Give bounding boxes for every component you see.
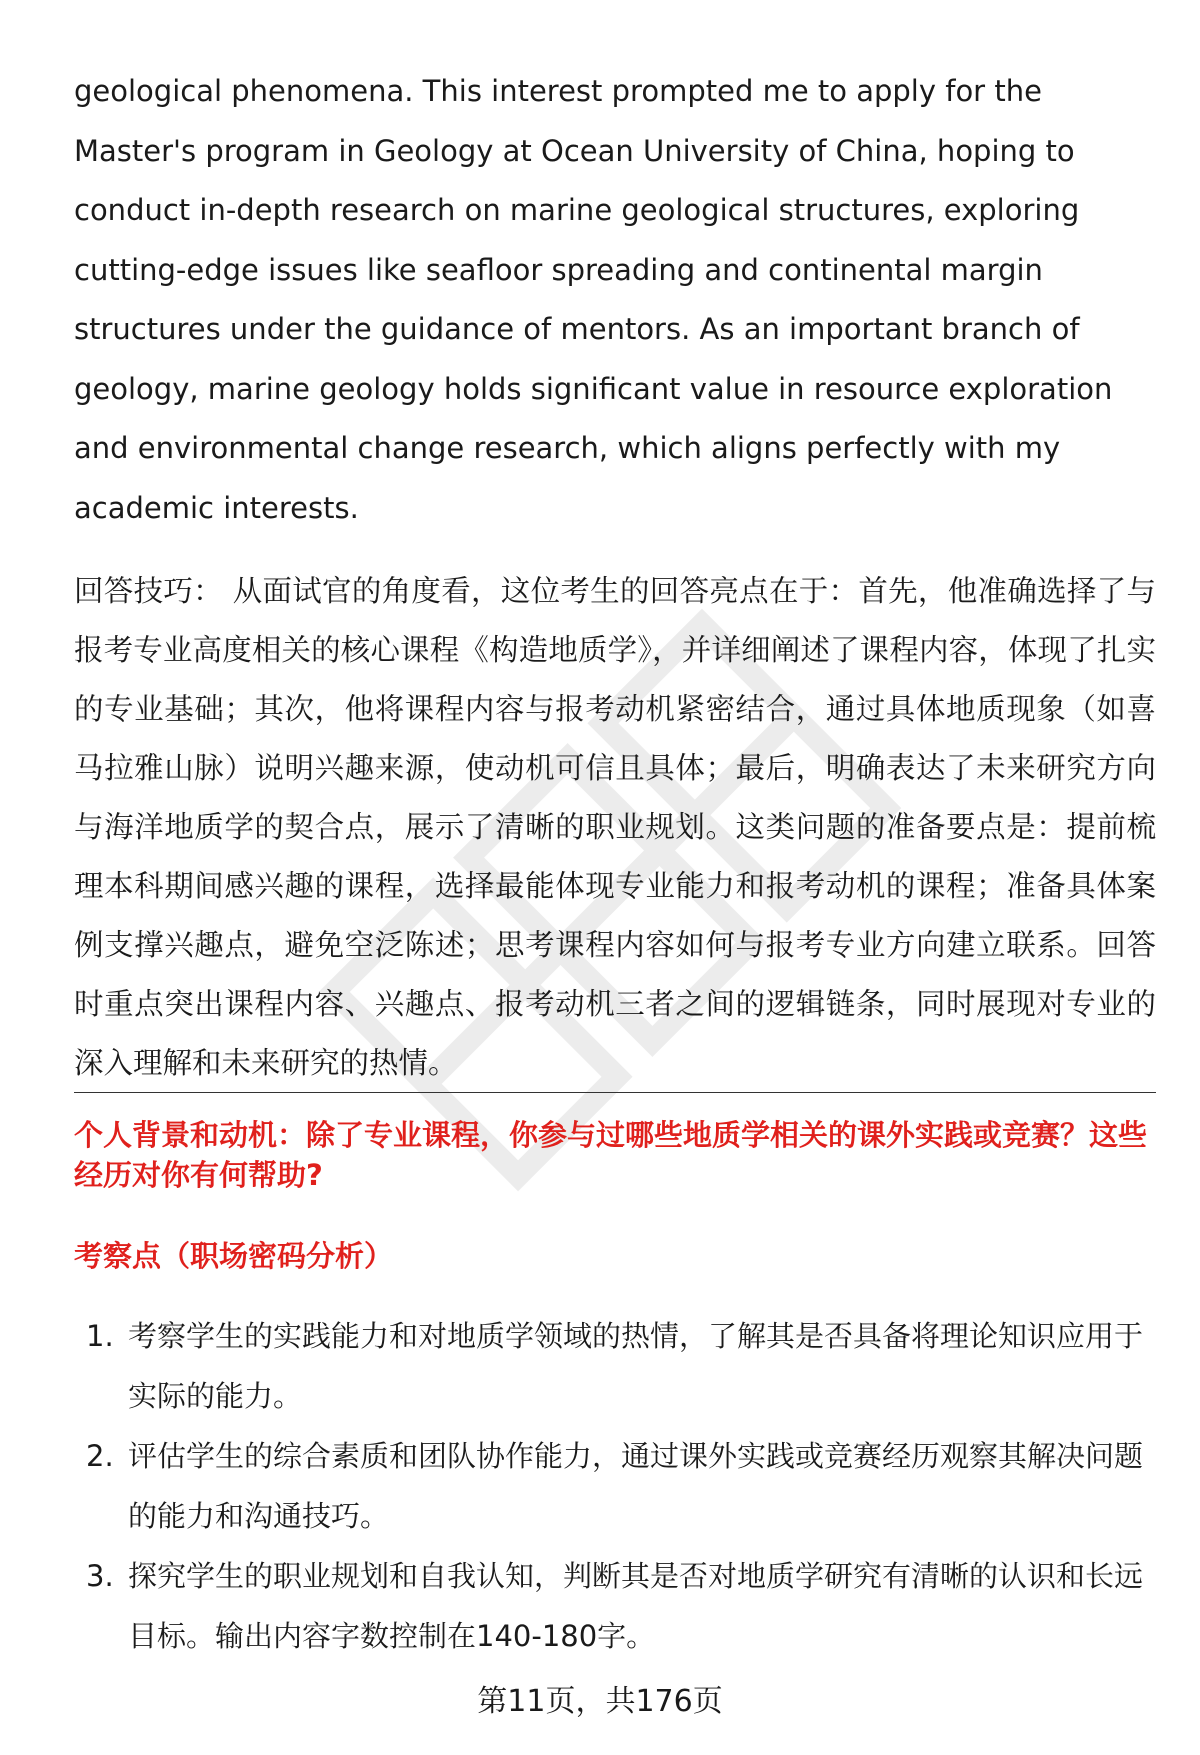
page-number-footer: 第11页，共176页 (477, 1684, 723, 1719)
list-item-text: 考察学生的实践能力和对地质学领域的热情，了解其是否具备将理论知识应用于实际的能力。 (128, 1319, 1144, 1413)
assessment-points-heading: 考察点（职场密码分析） (74, 1239, 394, 1273)
list-item-number: 2. (86, 1439, 114, 1473)
list-item-number: 3. (86, 1559, 114, 1593)
section-divider (74, 1092, 1156, 1093)
list-item-text: 评估学生的综合素质和团队协作能力，通过课外实践或竞赛经历观察其解决问题的能力和沟通技巧。 (128, 1439, 1144, 1533)
answer-tips-paragraph: 回答技巧： 从面试官的角度看，这位考生的回答亮点在于：首先，他准确选择了与报考专业高度相关的核心课程《构造地质学》，并详细阐述了课程内容，体现了扎实的专业基础；其次，他将课程内容与报考动机紧密结合，通过具体地质现象（如喜马拉雅山脉）说明兴趣来源，使动机可信且具体；最后，明确表达了未来研究方向与海洋地质学的契合点，展示了清晰的职业规划。这类问题的准备要点是：提前梳理本科期间感兴趣的课程，选择最能体现专业能力和报考动机的课程；准备具体案例支撑兴趣点，避免空泛陈述；思考课程内容如何与报考专业方向建立联系。回答时重点突出课程内容、兴趣点、报考动机三者之间的逻辑链条，同时展现对专业的深入理解和未来研究的热情。 (74, 574, 1156, 1080)
english-paragraph: geological phenomena. This interest prompted me to apply for the Master's program in Geology at Ocean University of China, hoping to conduct in-depth research on marine geological structures, exploring cutting-edge issues like seafloor spreading and continental margin structures under the guidance of mentors. As an important branch of geology, marine geology holds significant value in resource exploration and environmental change research, which aligns perfectly with my academic interests. (74, 74, 1113, 525)
assessment-points-list (74, 1306, 1156, 1666)
page-content (74, 62, 1156, 1093)
question-title: 个人背景和动机：除了专业课程，你参与过哪些地质学相关的课外实践或竞赛？这些经历对你有何帮助? (74, 1118, 1148, 1192)
list-item (74, 1546, 1156, 1666)
list-item-number: 1. (86, 1319, 114, 1353)
list-item (74, 1426, 1156, 1546)
list-item-text: 探究学生的职业规划和自我认知，判断其是否对地质学研究有清晰的认识和长远目标。输出内容字数控制在140-180字。 (128, 1559, 1144, 1653)
list-item (74, 1306, 1156, 1426)
